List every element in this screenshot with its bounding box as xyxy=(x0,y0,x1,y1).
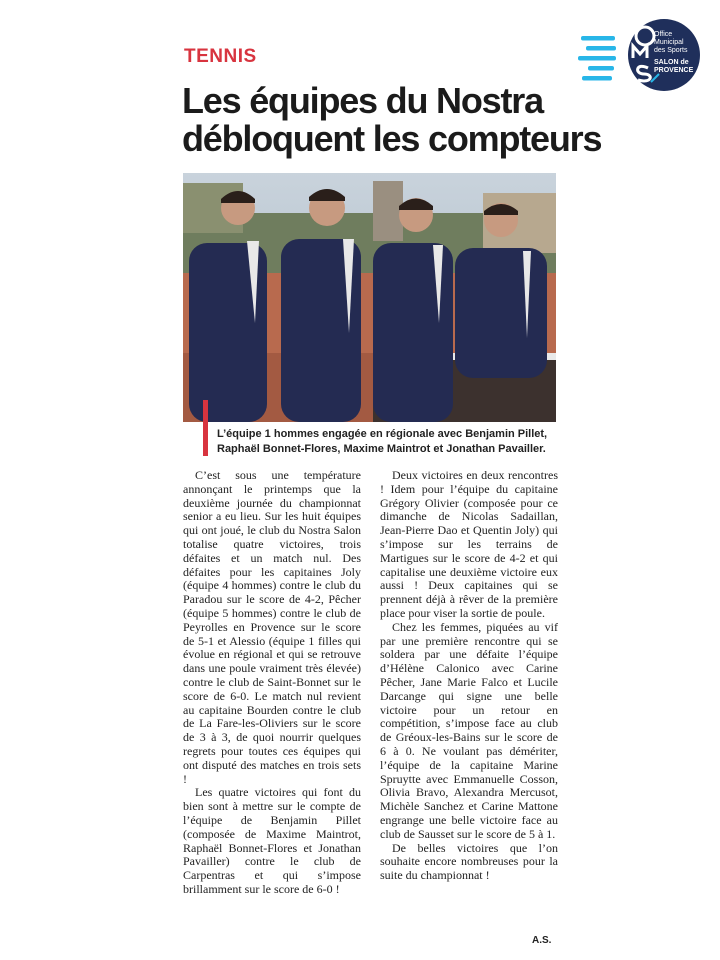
caption-accent-bar xyxy=(203,400,208,456)
author-signature: A.S. xyxy=(532,935,552,946)
logo-line-sports: des Sports xyxy=(654,47,688,54)
body-paragraph: De belles victoires que l’on souhaite encore nombreuses pour la suite du championnat ! xyxy=(380,840,558,883)
article-column-left xyxy=(183,469,361,897)
team-photo xyxy=(183,173,556,422)
headline-line-1: Les équipes du Nostra xyxy=(182,80,543,121)
oms-logo xyxy=(578,18,704,94)
headline-line-2: débloquent les compteurs xyxy=(182,118,602,159)
oms-logo-graphic xyxy=(578,18,704,94)
body-paragraph: Chez les femmes, piquées au vif par une première rencontre qui se soldera par une défaite l’équipe d’Hélène Calonico avec Carine Pêcher, Jane Marie Falco et Lucile Darcange qui signe une belle victoire pour un retour en compétition, s’impose face au club de Gréoux-les-Bains sur le score de 6 à 0. Ne voulant pas démériter, l’équipe de la capitaine Marine Spruytte avec Emmanuelle Cosson, Olivia Bravo, Alexandra Mercusot, Michèle Sanchez et Carine Mattone engrange une belle victoire face au club de Sausset sur le score de 5 à 1. xyxy=(380,619,558,841)
photo-caption xyxy=(217,427,562,457)
caption-line-2: Raphaël Bonnet-Flores, Maxime Maintrot et Jonathan Pavailler. xyxy=(217,443,546,455)
body-paragraph: Les quatre victoires qui font du bien sont à mettre sur le compte de l’équipe de Benjamin Pillet (composée de Maxime Maintrot, Raphaël Bonnet-Flores et Jonathan Pavailler) contre le club de Carpentras et qui s’impose brillamment sur le score de 6-0 ! xyxy=(183,785,361,896)
body-paragraph: Deux victoires en deux rencontres ! Idem pour l’équipe du capitaine Grégory Olivier (composée pour ce dimanche de Nicolas Sadaillan, Jean-Pierre Dao et Quentin Joly) qui s’impose sur les terrains de Martigues sur le score de 4-2 et qui capitalise une deuxième victoire eux aussi ! Deux capitaines qui se prennent déjà à rêver de la première place pour viser la sortie de poule. xyxy=(380,468,558,620)
article-column-right xyxy=(380,469,558,883)
section-kicker: TENNIS xyxy=(184,46,257,67)
body-paragraph: C’est sous une température annonçant le printemps que la deuxième journée du championnat senior a eu lieu. Sur les huit équipes qui ont joué, le club du Nostra Salon totalise quatre victoires, trois défaites et un match nul. Des défaites pour les capitaines Joly (équipe 4 hommes) contre le club du Paradou sur le score de 4-2, Pêcher (équipe 5 hommes) contre le club de Peyrolles en Provence sur le score de 5-1 et Alessio (équipe 1 filles qui évolue en régional et qui se retrouve dans une poule vraiment très élevée) contre le club de Saint-Bonnet sur le score de 6-0. Le match nul revient au capitaine Bourden contre le club de La Fare-les-Oliviers sur le score de 3 à 3, de quoi nourrir quelques regrets pour toutes ces équipes qui ont disputé des matches en trois sets ! xyxy=(183,468,361,786)
team-photo-illustration xyxy=(183,173,556,422)
article-headline xyxy=(182,80,602,159)
logo-brand-salon: SALON de xyxy=(654,59,689,66)
logo-brand-provence: PROVENCE xyxy=(654,67,694,74)
logo-line-office: Office xyxy=(654,31,673,38)
logo-line-municipal: Municipal xyxy=(654,39,684,46)
caption-line-1: L’équipe 1 hommes engagée en régionale avec Benjamin Pillet, xyxy=(217,428,548,440)
